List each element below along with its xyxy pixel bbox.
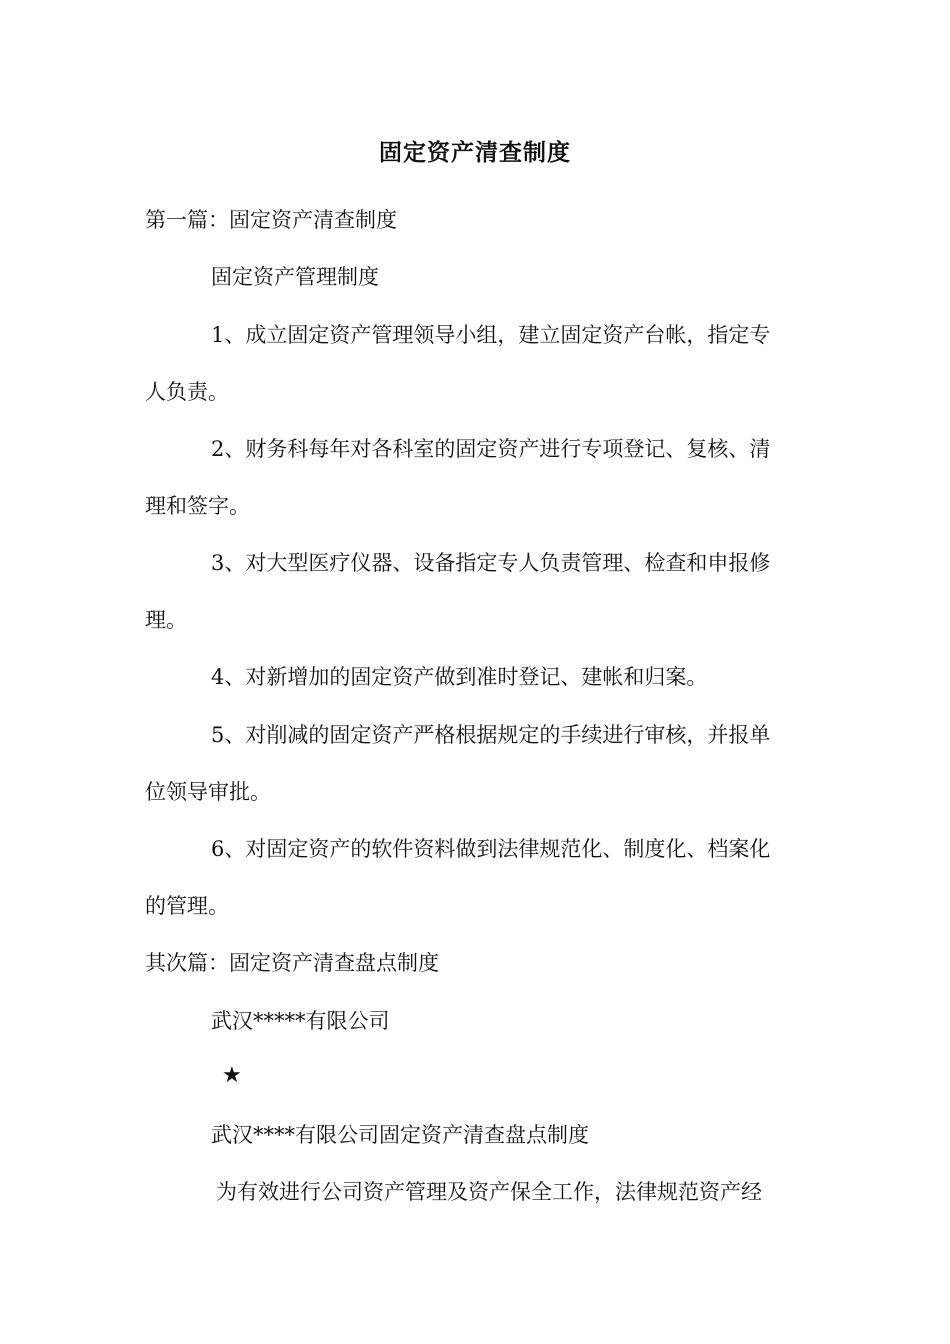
- item2-line1: 2、财务科每年对各科室的固定资产进行专项登记、复核、清: [211, 437, 771, 461]
- document-title: 固定资产清查制度: [379, 140, 571, 166]
- item5-line2: 位领导审批。: [145, 780, 271, 804]
- chapter1-heading: 第一篇：固定资产清查制度: [145, 208, 397, 232]
- item3-line2: 理。: [145, 608, 187, 632]
- star-symbol: ★: [222, 1063, 242, 1088]
- item6-line1: 6、对固定资产的软件资料做到法律规范化、制度化、档案化: [211, 837, 771, 861]
- item6-line2: 的管理。: [145, 894, 229, 918]
- intro-line1: 为有效进行公司资产管理及资产保全工作，法律规范资产经: [216, 1180, 762, 1204]
- item3-line1: 3、对大型医疗仪器、设备指定专人负责管理、检查和申报修: [211, 551, 771, 575]
- item1-line1: 1、成立固定资产管理领导小组，建立固定资产台帐，指定专: [211, 323, 771, 347]
- item1-line2: 人负责。: [145, 380, 229, 404]
- item5-line1: 5、对削减的固定资产严格根据规定的手续进行审核，并报单: [211, 723, 771, 747]
- chapter1-subtitle: 固定资产管理制度: [211, 265, 379, 289]
- chapter2-subtitle: 武汉****有限公司固定资产清查盘点制度: [211, 1123, 589, 1147]
- item4-line1: 4、对新增加的固定资产做到准时登记、建帐和归案。: [211, 665, 708, 689]
- chapter2-heading: 其次篇：固定资产清查盘点制度: [145, 951, 439, 975]
- company-name: 武汉*****有限公司: [211, 1009, 390, 1033]
- item2-line2: 理和签字。: [145, 494, 250, 518]
